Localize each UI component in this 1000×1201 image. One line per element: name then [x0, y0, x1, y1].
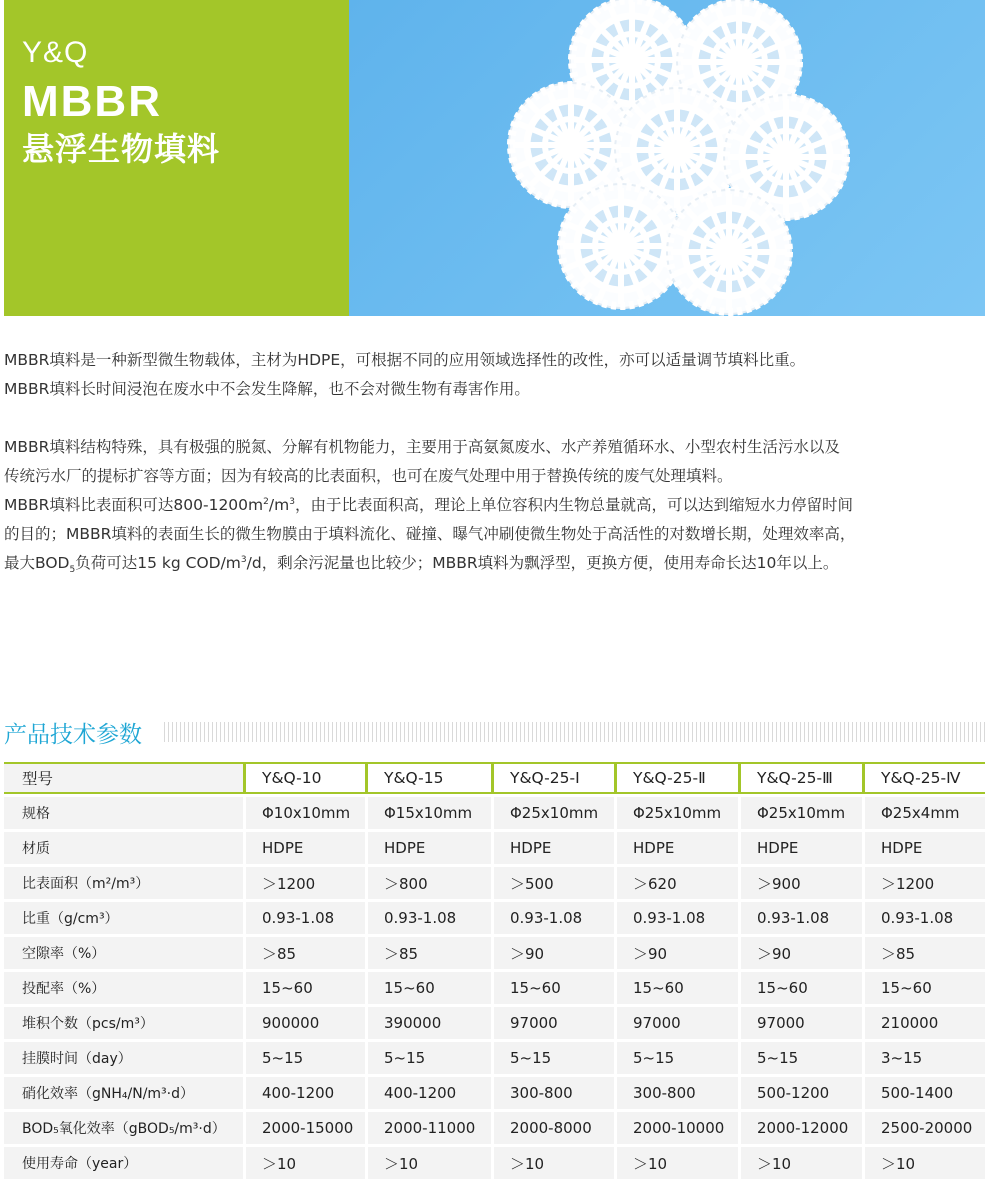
table-cell: 0.93-1.08: [491, 902, 614, 934]
table-cell: ＞85: [365, 937, 491, 969]
table-cell: 2000-10000: [614, 1112, 738, 1144]
table-row: [4, 937, 985, 969]
table-cell: ＞1200: [243, 867, 365, 899]
hero-text-panel: [4, 0, 349, 316]
table-cell: Φ25x4mm: [862, 797, 985, 829]
table-cell: 0.93-1.08: [243, 902, 365, 934]
table-cell: 15~60: [862, 972, 985, 1004]
table-cell: 0.93-1.08: [738, 902, 862, 934]
table-cell: Φ25x10mm: [738, 797, 862, 829]
table-cell: ＞10: [614, 1147, 738, 1179]
table-cell: Y&Q-25-Ⅱ: [614, 762, 738, 794]
table-cell: ＞85: [243, 937, 365, 969]
hero-banner: [4, 0, 985, 316]
table-cell: 15~60: [491, 972, 614, 1004]
table-cell: 500-1200: [738, 1077, 862, 1109]
table-cell: 3~15: [862, 1042, 985, 1074]
row-label: 投配率（%）: [4, 972, 243, 1004]
section-title: 产品技术参数: [4, 716, 150, 749]
row-label: 使用寿命（year）: [4, 1147, 243, 1179]
table-header-row: [4, 762, 985, 794]
table-cell: 15~60: [243, 972, 365, 1004]
table-cell: 0.93-1.08: [614, 902, 738, 934]
table-cell: Φ25x10mm: [614, 797, 738, 829]
intro-line: MBBR填料长时间浸泡在废水中不会发生降解，也不会对微生物有毒害作用。: [4, 380, 530, 398]
table-cell: HDPE: [243, 832, 365, 864]
table-cell: 5~15: [365, 1042, 491, 1074]
table-cell: 15~60: [738, 972, 862, 1004]
product-photo: [349, 0, 985, 316]
table-cell: Y&Q-10: [243, 762, 365, 794]
table-cell: 5~15: [243, 1042, 365, 1074]
table-row: [4, 902, 985, 934]
row-label: 空隙率（%）: [4, 937, 243, 969]
table-cell: HDPE: [862, 832, 985, 864]
row-label: 硝化效率（gNH₄/N/m³·d）: [4, 1077, 243, 1109]
table-cell: Y&Q-25-Ⅳ: [862, 762, 985, 794]
table-cell: 900000: [243, 1007, 365, 1039]
table-cell: 2000-12000: [738, 1112, 862, 1144]
table-row: [4, 867, 985, 899]
intro-line: MBBR填料结构特殊，具有极强的脱氮、分解有机物能力，主要用于高氨氮废水、水产养殖循环水、小型农村生活污水以及: [4, 438, 840, 456]
table-row: [4, 1112, 985, 1144]
table-cell: ＞85: [862, 937, 985, 969]
row-label: BOD₅氧化效率（gBOD₅/m³·d）: [4, 1112, 243, 1144]
table-cell: 2000-15000: [243, 1112, 365, 1144]
intro-line: 最大$BOD_5$负荷可达15 kg COD/$m^3/d$，剩余污泥量也比较少；MBBR填料为飘浮型，更换方便，使用寿命长达10年以上。: [4, 554, 839, 576]
table-cell: ＞900: [738, 867, 862, 899]
table-row: [4, 797, 985, 829]
table-cell: ＞10: [491, 1147, 614, 1179]
table-cell: Y&Q-25-Ⅰ: [491, 762, 614, 794]
table-cell: ＞10: [738, 1147, 862, 1179]
table-cell: 2000-8000: [491, 1112, 614, 1144]
table-cell: 390000: [365, 1007, 491, 1039]
row-label: 挂膜时间（day）: [4, 1042, 243, 1074]
brand-name: Y&Q: [22, 36, 89, 69]
row-label: 规格: [4, 797, 243, 829]
table-cell: 0.93-1.08: [862, 902, 985, 934]
section-header: [4, 714, 985, 750]
table-cell: ＞90: [491, 937, 614, 969]
table-cell: 400-1200: [365, 1077, 491, 1109]
table-cell: HDPE: [491, 832, 614, 864]
table-cell: Φ25x10mm: [491, 797, 614, 829]
table-cell: 300-800: [614, 1077, 738, 1109]
table-cell: Φ15x10mm: [365, 797, 491, 829]
row-label: 比重（g/cm³）: [4, 902, 243, 934]
table-row: [4, 972, 985, 1004]
table-row: [4, 1077, 985, 1109]
table-cell: 210000: [862, 1007, 985, 1039]
intro-line: 传统污水厂的提标扩容等方面；因为有较高的比表面积，也可在废气处理中用于替换传统的废气处理填料。: [4, 467, 733, 485]
table-row: [4, 832, 985, 864]
table-row: [4, 1007, 985, 1039]
table-cell: Y&Q-25-Ⅲ: [738, 762, 862, 794]
table-cell: ＞620: [614, 867, 738, 899]
table-cell: 97000: [491, 1007, 614, 1039]
table-cell: ＞10: [243, 1147, 365, 1179]
table-cell: ＞1200: [862, 867, 985, 899]
table-cell: HDPE: [738, 832, 862, 864]
spec-table: [4, 759, 985, 1182]
table-cell: 5~15: [738, 1042, 862, 1074]
table-cell: Y&Q-15: [365, 762, 491, 794]
table-cell: 5~15: [491, 1042, 614, 1074]
hero-subtitle: 悬浮生物填料: [22, 130, 221, 168]
table-cell: ＞90: [738, 937, 862, 969]
table-cell: 15~60: [614, 972, 738, 1004]
table-cell: HDPE: [614, 832, 738, 864]
table-cell: HDPE: [365, 832, 491, 864]
intro-line: MBBR填料比表面积可达$800-1200m^2/m^3$，由于比表面积高，理论上单位容积内生物总量就高，可以达到缩短水力停留时间: [4, 496, 853, 514]
table-cell: ＞500: [491, 867, 614, 899]
table-cell: 2000-11000: [365, 1112, 491, 1144]
row-label: 材质: [4, 832, 243, 864]
row-label: 型号: [4, 762, 243, 794]
mbbr-media-image: [349, 0, 985, 316]
table-cell: 400-1200: [243, 1077, 365, 1109]
table-cell: ＞10: [862, 1147, 985, 1179]
product-description: [4, 346, 994, 578]
table-cell: 0.93-1.08: [365, 902, 491, 934]
table-cell: 97000: [614, 1007, 738, 1039]
table-cell: Φ10x10mm: [243, 797, 365, 829]
table-cell: 97000: [738, 1007, 862, 1039]
table-cell: 300-800: [491, 1077, 614, 1109]
table-cell: 2500-20000: [862, 1112, 985, 1144]
table-cell: ＞10: [365, 1147, 491, 1179]
row-label: 堆积个数（pcs/m³）: [4, 1007, 243, 1039]
hero-title: MBBR: [22, 77, 162, 126]
header-divider: [164, 722, 985, 742]
intro-line: 的目的；MBBR填料的表面生长的微生物膜由于填料流化、碰撞、曝气冲刷使微生物处于高活性的对数增长期，处理效率高，: [4, 525, 856, 543]
table-cell: ＞800: [365, 867, 491, 899]
table-cell: 500-1400: [862, 1077, 985, 1109]
intro-line: MBBR填料是一种新型微生物载体，主材为HDPE，可根据不同的应用领域选择性的改性，亦可以适量调节填料比重。: [4, 351, 806, 369]
table-cell: ＞90: [614, 937, 738, 969]
table-cell: 15~60: [365, 972, 491, 1004]
table-cell: 5~15: [614, 1042, 738, 1074]
row-label: 比表面积（m²/m³）: [4, 867, 243, 899]
table-row: [4, 1042, 985, 1074]
table-row: [4, 1147, 985, 1179]
